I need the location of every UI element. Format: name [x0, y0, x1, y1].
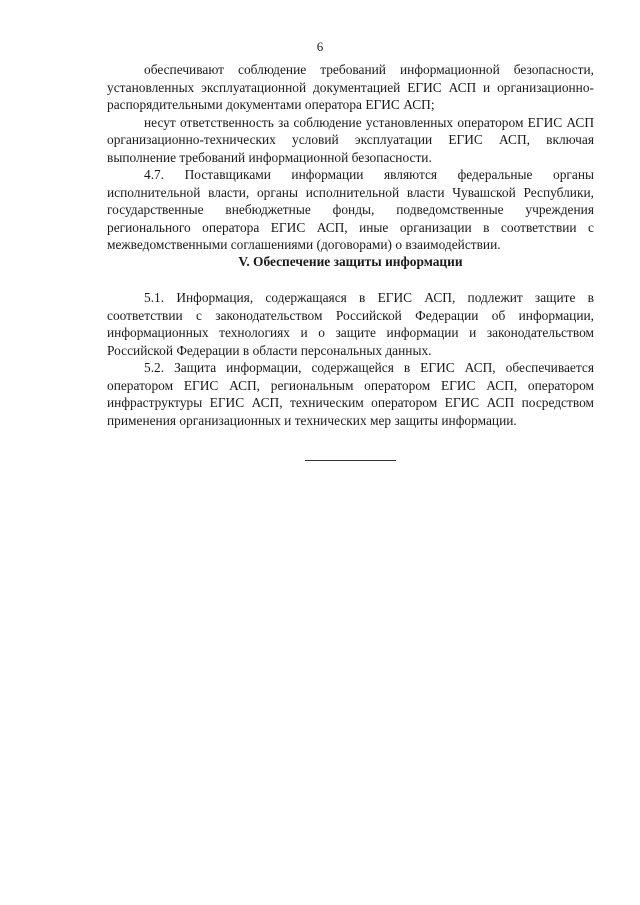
paragraph: 5.1. Информация, содержащаяся в ЕГИС АСП, подлежит защите в соответствии с законодательством Российской Федерации об информации, информационных технологиях и о защите информации и законодательством Российской Федерации в области персональных данных.	[107, 290, 594, 358]
section-heading: V. Обеспечение защиты информации	[238, 254, 463, 269]
end-divider-line	[305, 460, 396, 461]
page-number: 6	[316, 39, 324, 54]
text-block-top	[107, 61, 594, 254]
paragraph: 5.2. Защита информации, содержащейся в ЕГИС АСП, обеспечивается оператором ЕГИС АСП, региональным оператором ЕГИС АСП, оператором инфраструктуры ЕГИС АСП, техническим оператором ЕГИС АСП посредством применения организационных и технических мер защиты информации.	[107, 360, 594, 428]
paragraph: 4.7. Поставщиками информации являются федеральные органы исполнительной власти, органы исполнительной власти Чувашской Республики, государственные внебюджетные фонды, подведомственные учреждения регионального оператора ЕГИС АСП, иные организации в соответствии с межведомственными соглашениями (договорами) о взаимодействии.	[107, 167, 594, 252]
text-block-section	[107, 289, 594, 429]
paragraph: несут ответственность за соблюдение установленных оператором ЕГИС АСП организационно-технических условий эксплуатации ЕГИС АСП, включая выполнение требований информационной безопасности.	[107, 114, 594, 165]
paragraph: обеспечивают соблюдение требований информационной безопасности, установленных эксплуатационной документацией ЕГИС АСП и организационно-распорядительными документами оператора ЕГИС АСП;	[107, 62, 594, 112]
